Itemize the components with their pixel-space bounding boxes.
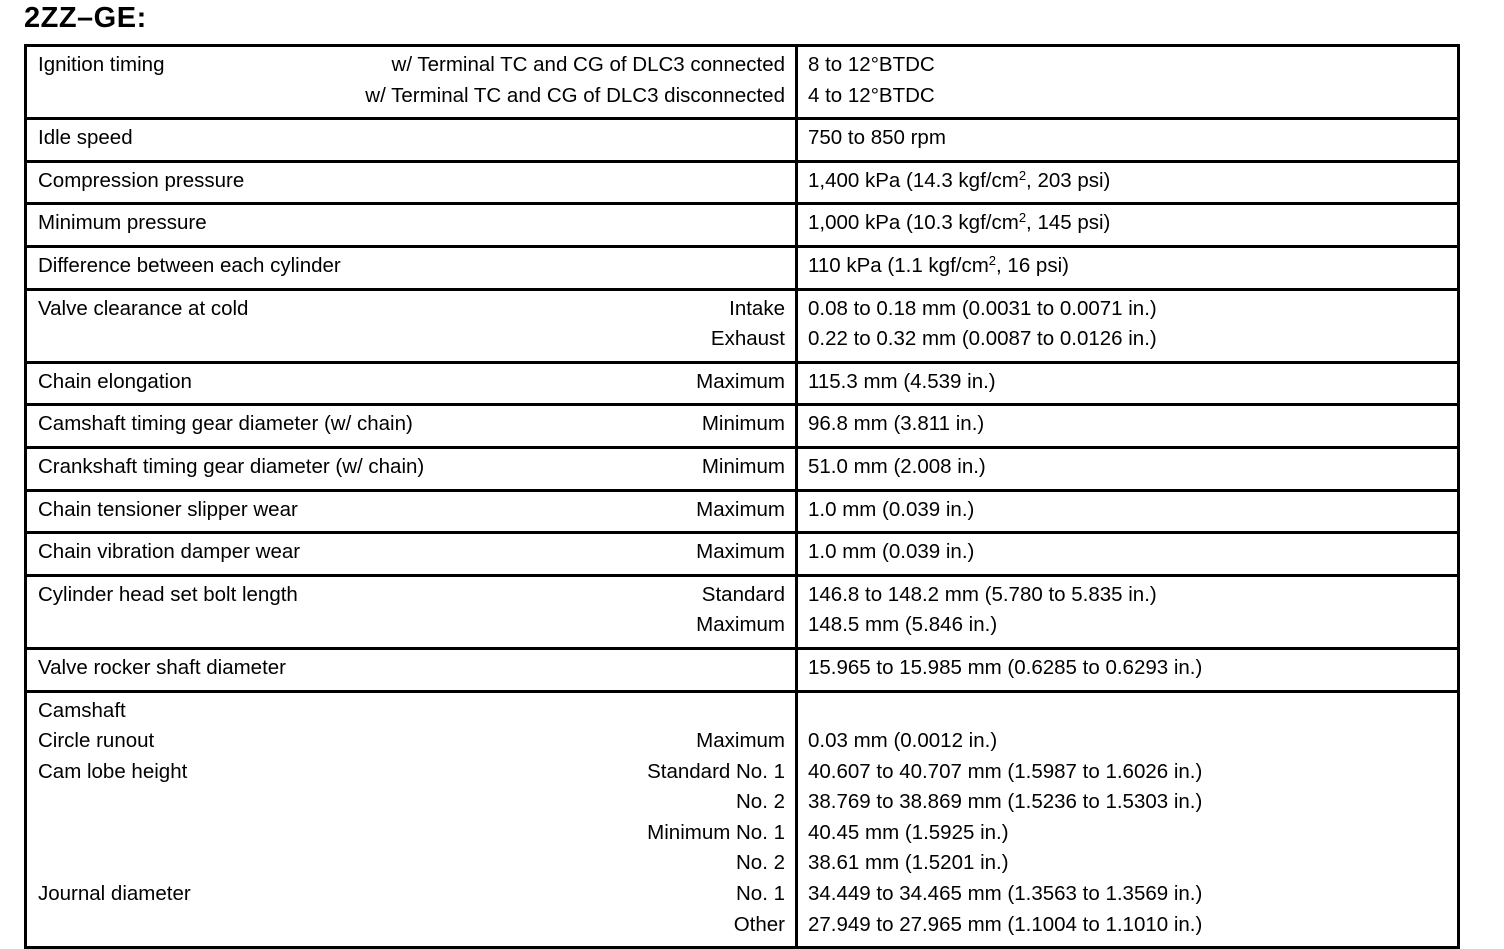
spec-qualifier: Maximum: [696, 729, 785, 753]
spec-row: [26, 490, 1459, 533]
spec-value-line: [808, 409, 1447, 440]
spec-value: [808, 757, 1202, 788]
spec-value-cell: [797, 161, 1459, 204]
spec-row: [26, 289, 1459, 362]
spec-item-cell: [26, 691, 797, 948]
spec-item-cell: [26, 648, 797, 691]
spec-item-label: Camshaft timing gear diameter (w/ chain): [38, 412, 413, 436]
spec-value-line: [808, 757, 1447, 788]
spec-value-cell: [797, 46, 1459, 119]
spec-value: [808, 208, 1110, 239]
spec-item-line: [38, 452, 785, 483]
spec-row: [26, 575, 1459, 648]
spec-item-label: Ignition timing: [38, 53, 165, 76]
spec-item-line: [38, 251, 785, 282]
spec-value-cell: [797, 289, 1459, 362]
spec-value-tail: , 145 psi): [1026, 211, 1111, 235]
spec-value-text: 96.8 mm (3.811 in.): [808, 412, 985, 436]
spec-item-cell: [26, 161, 797, 204]
spec-value-text: 750 to 850 rpm: [808, 126, 946, 150]
spec-value-line: [808, 251, 1447, 282]
spec-item-cell: [26, 575, 797, 648]
spec-value-line: [808, 910, 1447, 941]
spec-value-superscript: 2: [1018, 167, 1027, 183]
spec-item-line: [38, 294, 785, 325]
spec-item-line: [38, 50, 785, 81]
spec-row: [26, 533, 1459, 576]
spec-item-line: [38, 123, 785, 154]
spec-value-line: [808, 610, 1447, 641]
spec-qualifier: Maximum: [696, 613, 785, 637]
spec-item-cell: [26, 119, 797, 162]
spec-item-cell: [26, 246, 797, 289]
spec-value-line: [808, 294, 1447, 325]
spec-item-line: [38, 787, 785, 818]
spec-value-cell: [797, 575, 1459, 648]
spec-qualifier: No. 1: [736, 882, 785, 906]
spec-qualifier: Minimum: [701, 412, 785, 436]
spec-value-line: [808, 653, 1447, 684]
spec-value-text: 15.965 to 15.985 mm (0.6285 to 0.6293 in.): [808, 655, 1203, 679]
spec-value-cell: [797, 246, 1459, 289]
spec-item-line: [38, 910, 785, 941]
spec-value: [808, 848, 1009, 879]
spec-value-line: [808, 848, 1447, 879]
spec-qualifier: Intake: [729, 296, 785, 320]
spec-value-cell: [797, 405, 1459, 448]
spec-item-cell: [26, 46, 797, 119]
spec-qualifier: Maximum: [696, 369, 785, 393]
spec-value-text: 38.61 mm (1.5201 in.): [808, 851, 1009, 875]
spec-value-line: [808, 367, 1447, 398]
spec-table: [24, 44, 1460, 949]
spec-qualifier: Maximum: [696, 540, 785, 564]
spec-value-line: [808, 324, 1447, 355]
spec-value: [808, 123, 946, 154]
spec-value-line: [808, 787, 1447, 818]
spec-value: [808, 726, 997, 757]
spec-item-line: [38, 166, 785, 197]
spec-item-cell: [26, 490, 797, 533]
spec-item-label: Idle speed: [38, 126, 133, 150]
spec-item-label: Chain elongation: [38, 369, 192, 393]
spec-qualifier: Standard No. 1: [647, 759, 785, 783]
spec-value: [808, 910, 1202, 941]
spec-value-line: [808, 452, 1447, 483]
spec-value-text: 38.769 to 38.869 mm (1.5236 to 1.5303 in.): [808, 790, 1203, 814]
spec-qualifier: Minimum: [701, 454, 785, 478]
spec-item-line: [38, 818, 785, 849]
spec-value-text: 40.45 mm (1.5925 in.): [808, 820, 1009, 844]
spec-item-line: [38, 653, 785, 684]
spec-item-cell: [26, 447, 797, 490]
spec-row: [26, 648, 1459, 691]
spec-item-line: [38, 848, 785, 879]
spec-item-label: Minimum pressure: [38, 211, 207, 235]
spec-value-line: [808, 166, 1447, 197]
spec-value-text: 4 to 12°BTDC: [808, 83, 935, 107]
spec-item-cell: [26, 204, 797, 247]
spec-item-label: Cam lobe height: [38, 759, 188, 783]
spec-row: [26, 46, 1459, 119]
spec-qualifier: Minimum No. 1: [647, 820, 785, 844]
spec-value-text: 115.3 mm (4.539 in.): [808, 369, 996, 393]
spec-qualifier: Other: [733, 912, 785, 936]
spec-value-line: [808, 495, 1447, 526]
spec-table-body: [26, 46, 1459, 948]
spec-value-line: [808, 580, 1447, 611]
spec-value: [808, 537, 974, 568]
spec-value: [808, 580, 1157, 611]
spec-value-line: [808, 123, 1447, 154]
spec-value-line: [808, 537, 1447, 568]
spec-item-line: [38, 409, 785, 440]
spec-value-text: 40.607 to 40.707 mm (1.5987 to 1.6026 in.): [808, 759, 1203, 783]
spec-value: [808, 818, 1009, 849]
spec-value-cell: [797, 490, 1459, 533]
spec-value-text: 0.08 to 0.18 mm (0.0031 to 0.0071 in.): [808, 296, 1157, 320]
spec-row: [26, 204, 1459, 247]
spec-item-line: [38, 495, 785, 526]
spec-value-text: 1,000 kPa (10.3 kgf/cm: [808, 211, 1019, 235]
spec-item-label: Cylinder head set bolt length: [38, 582, 298, 606]
spec-qualifier: w/ Terminal TC and CG of DLC3 disconnected: [365, 83, 785, 107]
spec-item-label: Chain vibration damper wear: [38, 540, 301, 564]
spec-qualifier: Standard: [701, 582, 785, 606]
spec-item-line: [38, 696, 785, 727]
spec-value: [808, 653, 1202, 684]
spec-value-line: [808, 208, 1447, 239]
spec-value-line: [808, 879, 1447, 910]
spec-item-line: [38, 757, 785, 788]
spec-item-cell: [26, 533, 797, 576]
spec-value-text: 1,400 kPa (14.3 kgf/cm: [808, 168, 1019, 192]
spec-value-superscript: 2: [1018, 210, 1027, 226]
spec-item-label: Compression pressure: [38, 168, 245, 192]
spec-value-text: 148.5 mm (5.846 in.): [808, 613, 998, 637]
spec-value: [808, 324, 1157, 355]
spec-row: [26, 246, 1459, 289]
spec-item-line: [38, 580, 785, 611]
spec-value: [808, 367, 996, 398]
spec-value-cell: [797, 648, 1459, 691]
spec-item-label: Difference between each cylinder: [38, 253, 341, 277]
spec-value: [808, 409, 984, 440]
spec-qualifier: No. 2: [736, 851, 785, 875]
spec-value: [808, 787, 1202, 818]
spec-item-label: Camshaft: [38, 698, 126, 722]
spec-item-line: [38, 537, 785, 568]
spec-item-label: Valve rocker shaft diameter: [38, 655, 287, 679]
spec-item-line: [38, 726, 785, 757]
spec-item-line: [38, 81, 785, 112]
spec-value-text: 51.0 mm (2.008 in.): [808, 454, 986, 478]
spec-item-line: [38, 879, 785, 910]
spec-value: [808, 452, 986, 483]
spec-item-label: Circle runout: [38, 729, 155, 753]
spec-value-line: [808, 50, 1447, 81]
spec-value: [808, 166, 1110, 197]
spec-item-label: Chain tensioner slipper wear: [38, 497, 298, 521]
spec-value-line: [808, 696, 1447, 727]
spec-value: [808, 294, 1157, 325]
spec-value-cell: [797, 691, 1459, 948]
spec-value-text: 27.949 to 27.965 mm (1.1004 to 1.1010 in.): [808, 912, 1203, 936]
spec-row: [26, 405, 1459, 448]
spec-item-label: Journal diameter: [38, 882, 191, 906]
spec-item-line: [38, 208, 785, 239]
spec-item-line: [38, 324, 785, 355]
spec-value-text: 1.0 mm (0.039 in.): [808, 497, 975, 521]
spec-item-label: Valve clearance at cold: [38, 296, 249, 320]
spec-value-text: 146.8 to 148.2 mm (5.780 to 5.835 in.): [808, 582, 1157, 606]
spec-value-line: [808, 818, 1447, 849]
spec-qualifier: Maximum: [696, 497, 785, 521]
spec-value-cell: [797, 362, 1459, 405]
spec-row: [26, 119, 1459, 162]
spec-value: [808, 81, 935, 112]
spec-value: [808, 610, 997, 641]
spec-row: [26, 161, 1459, 204]
spec-value-line: [808, 81, 1447, 112]
spec-value-cell: [797, 204, 1459, 247]
spec-value-cell: [797, 533, 1459, 576]
spec-item-label: Crankshaft timing gear diameter (w/ chain): [38, 454, 425, 478]
spec-row: [26, 362, 1459, 405]
spec-value-cell: [797, 447, 1459, 490]
page-title: 2ZZ–GE:: [24, 2, 147, 34]
spec-value-text: 8 to 12°BTDC: [808, 53, 935, 76]
spec-value-text: 0.03 mm (0.0012 in.): [808, 729, 998, 753]
spec-item-line: [38, 610, 785, 641]
spec-qualifier: w/ Terminal TC and CG of DLC3 connected: [391, 53, 785, 76]
spec-item-cell: [26, 405, 797, 448]
spec-qualifier: No. 2: [736, 790, 785, 814]
spec-item-cell: [26, 362, 797, 405]
spec-row: [26, 691, 1459, 948]
spec-value-text: 1.0 mm (0.039 in.): [808, 540, 975, 564]
spec-item-cell: [26, 289, 797, 362]
spec-row: [26, 447, 1459, 490]
spec-value: [808, 495, 974, 526]
spec-value-tail: , 16 psi): [996, 253, 1069, 277]
spec-item-line: [38, 367, 785, 398]
spec-value-text: 110 kPa (1.1 kgf/cm: [808, 253, 989, 277]
spec-value-text: 34.449 to 34.465 mm (1.3563 to 1.3569 in.): [808, 882, 1203, 906]
spec-value: [808, 251, 1069, 282]
spec-value-superscript: 2: [988, 252, 997, 268]
spec-qualifier: Exhaust: [710, 327, 785, 351]
spec-value-cell: [797, 119, 1459, 162]
spec-value-text: 0.22 to 0.32 mm (0.0087 to 0.0126 in.): [808, 327, 1157, 351]
spec-value-tail: , 203 psi): [1026, 168, 1111, 192]
spec-value: [808, 50, 935, 81]
spec-value: [808, 879, 1202, 910]
spec-value-line: [808, 726, 1447, 757]
